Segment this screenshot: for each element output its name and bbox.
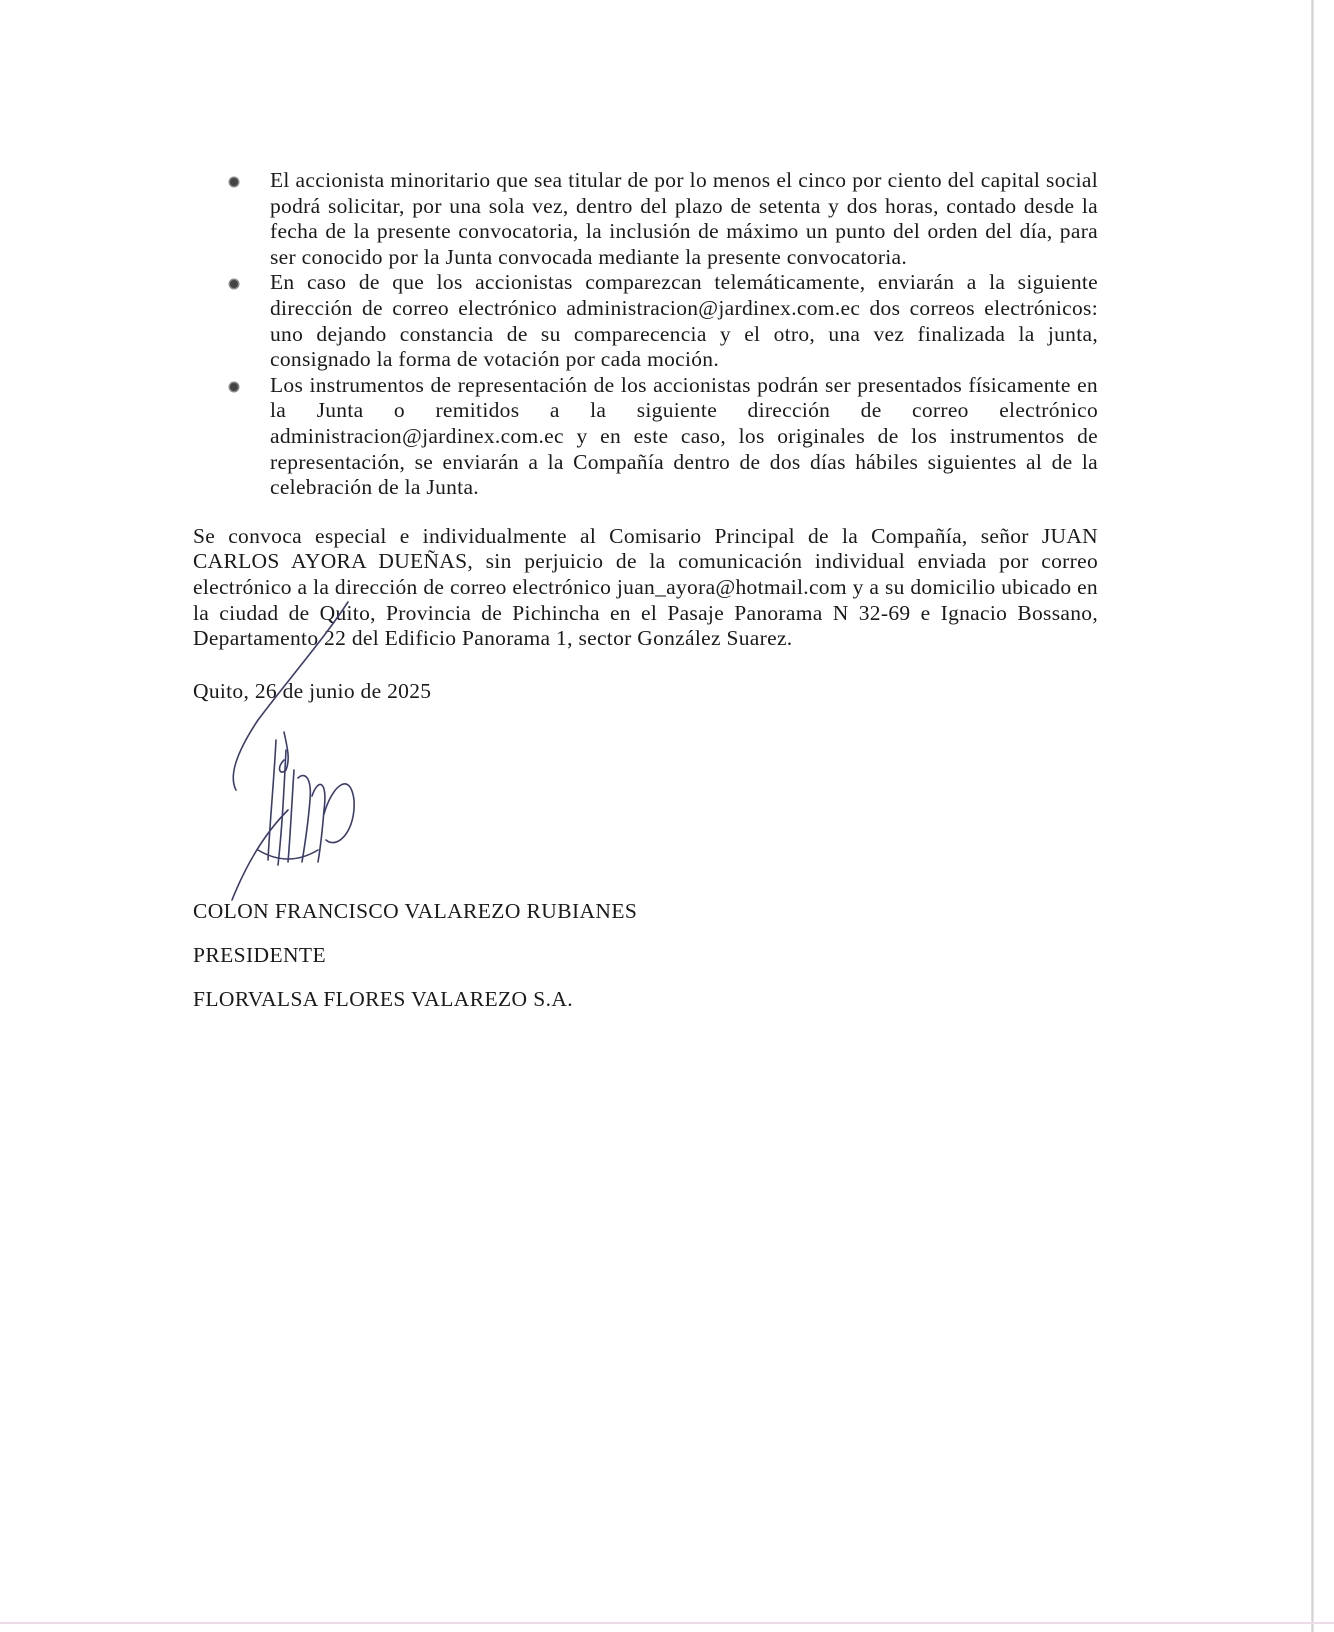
signatory-role: PRESIDENTE (193, 943, 326, 967)
bullet-text: En caso de que los accionistas comparezcan telemáticamente, enviarán a la siguiente dirección de correo electrónico administracion@jardinex.com.ec dos correos electrónicos: uno dejando constancia de su comparecencia y el otro, una vez finalizada la junta, consignado la forma de votación por cada moción. (270, 270, 1098, 372)
page-edge-bottom (0, 1622, 1334, 1624)
list-item (270, 373, 1098, 501)
comisario-paragraph: Se convoca especial e individualmente al Comisario Principal de la Compañía, señor JUAN CARLOS AYORA DUEÑAS, sin perjuicio de la comunicación individual enviada por correo electrónico a la dirección de correo electrónico juan_ayora@hotmail.com y a su domicilio ubicado en la ciudad de Quito, Provincia de Pichincha en el Pasaje Panorama N 32-69 e Ignacio Bossano, Departamento 22 del Edificio Panorama 1, sector González Suarez. (193, 523, 1098, 651)
date-line: Quito, 26 de junio de 2025 (193, 678, 432, 703)
list-item (270, 270, 1098, 372)
bullet-list (193, 168, 1098, 501)
bullet-text: El accionista minoritario que sea titular de por lo menos el cinco por ciento del capital social podrá solicitar, por una sola vez, dentro del plazo de setenta y dos horas, contado desde la fecha de la presente convocatoria, la inclusión de máximo un punto del orden del día, para ser conocido por la Junta convocada mediante la presente convocatoria. (270, 168, 1098, 269)
document-body (193, 168, 1098, 704)
signature-block (193, 898, 637, 1030)
list-item (270, 168, 1098, 270)
signatory-name: COLON FRANCISCO VALAREZO RUBIANES (193, 899, 638, 923)
bullet-icon (230, 178, 238, 186)
page-edge-right (1311, 0, 1314, 1632)
company-name: FLORVALSA FLORES VALAREZO S.A. (193, 987, 574, 1011)
bullet-icon (230, 383, 238, 391)
bullet-icon (230, 280, 238, 288)
bullet-text: Los instrumentos de representación de los accionistas podrán ser presentados físicamente en la Junta o remitidos a la siguiente dirección de correo electrónico administracion@jardinex.com.ec y en este caso, los originales de los instrumentos de representación, se enviarán a la Compañía dentro de dos días hábiles siguientes al de la celebración de la Junta. (270, 372, 1098, 500)
